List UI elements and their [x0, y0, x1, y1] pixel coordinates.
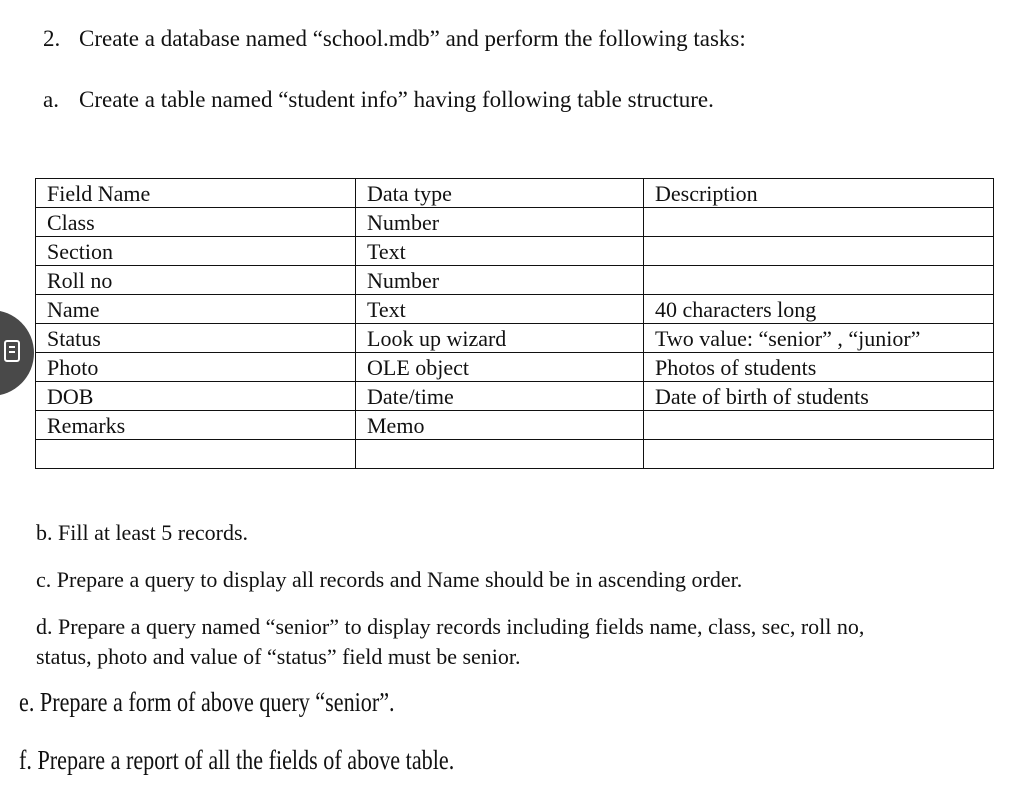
question-a-number: a. [43, 87, 59, 112]
table-row [36, 324, 994, 353]
question-a-text: Create a table named “student info” having following table structure. [79, 87, 714, 112]
cell-data-type: Memo [356, 411, 644, 440]
cell-data-type: Text [356, 295, 644, 324]
cell-field-name: Roll no [36, 266, 356, 295]
document-icon [4, 340, 20, 362]
question-2-text: Create a database named “school.mdb” and perform the following tasks: [79, 26, 746, 51]
cell-description [644, 208, 994, 237]
question-c: c. Prepare a query to display all records and Name should be in ascending order. [36, 567, 743, 592]
question-2 [43, 25, 746, 53]
cell-description: Two value: “senior” , “junior” [644, 324, 994, 353]
cell-data-type: Date/time [356, 382, 644, 411]
header-data-type: Data type [356, 179, 644, 208]
table-row [36, 237, 994, 266]
floating-edge-handle[interactable] [0, 310, 34, 396]
table-row [36, 411, 994, 440]
cell-field-name: Remarks [36, 411, 356, 440]
question-b: b. Fill at least 5 records. [36, 520, 249, 545]
cell-data-type: OLE object [356, 353, 644, 382]
table-row [36, 266, 994, 295]
cell-data-type [356, 440, 644, 469]
table-row [36, 382, 994, 411]
cell-description [644, 440, 994, 469]
table-row [36, 353, 994, 382]
cell-field-name: Class [36, 208, 356, 237]
cell-description: Photos of students [644, 353, 994, 382]
question-d-line-1: d. Prepare a query named “senior” to display records including fields name, class, sec, roll no, [36, 614, 865, 639]
table-row [36, 208, 994, 237]
question-e: e. Prepare a form of above query “senior”. [19, 687, 395, 717]
cell-field-name: Section [36, 237, 356, 266]
cell-description [644, 411, 994, 440]
cell-data-type: Number [356, 208, 644, 237]
cell-data-type: Number [356, 266, 644, 295]
cell-field-name: DOB [36, 382, 356, 411]
cell-field-name: Name [36, 295, 356, 324]
cell-description [644, 266, 994, 295]
cell-field-name [36, 440, 356, 469]
table-row [36, 295, 994, 324]
question-a [43, 86, 714, 114]
cell-field-name: Status [36, 324, 356, 353]
table-header-row [36, 179, 994, 208]
cell-field-name: Photo [36, 353, 356, 382]
cell-description [644, 237, 994, 266]
cell-description: 40 characters long [644, 295, 994, 324]
question-f: f. Prepare a report of all the fields of above table. [19, 745, 455, 775]
question-d-line-2: status, photo and value of “status” field must be senior. [36, 644, 521, 669]
cell-data-type: Text [356, 237, 644, 266]
question-2-number: 2. [43, 26, 61, 51]
header-description: Description [644, 179, 994, 208]
table-structure [35, 178, 994, 469]
header-field-name: Field Name [36, 179, 356, 208]
cell-description: Date of birth of students [644, 382, 994, 411]
table-row-empty [36, 440, 994, 469]
cell-data-type: Look up wizard [356, 324, 644, 353]
